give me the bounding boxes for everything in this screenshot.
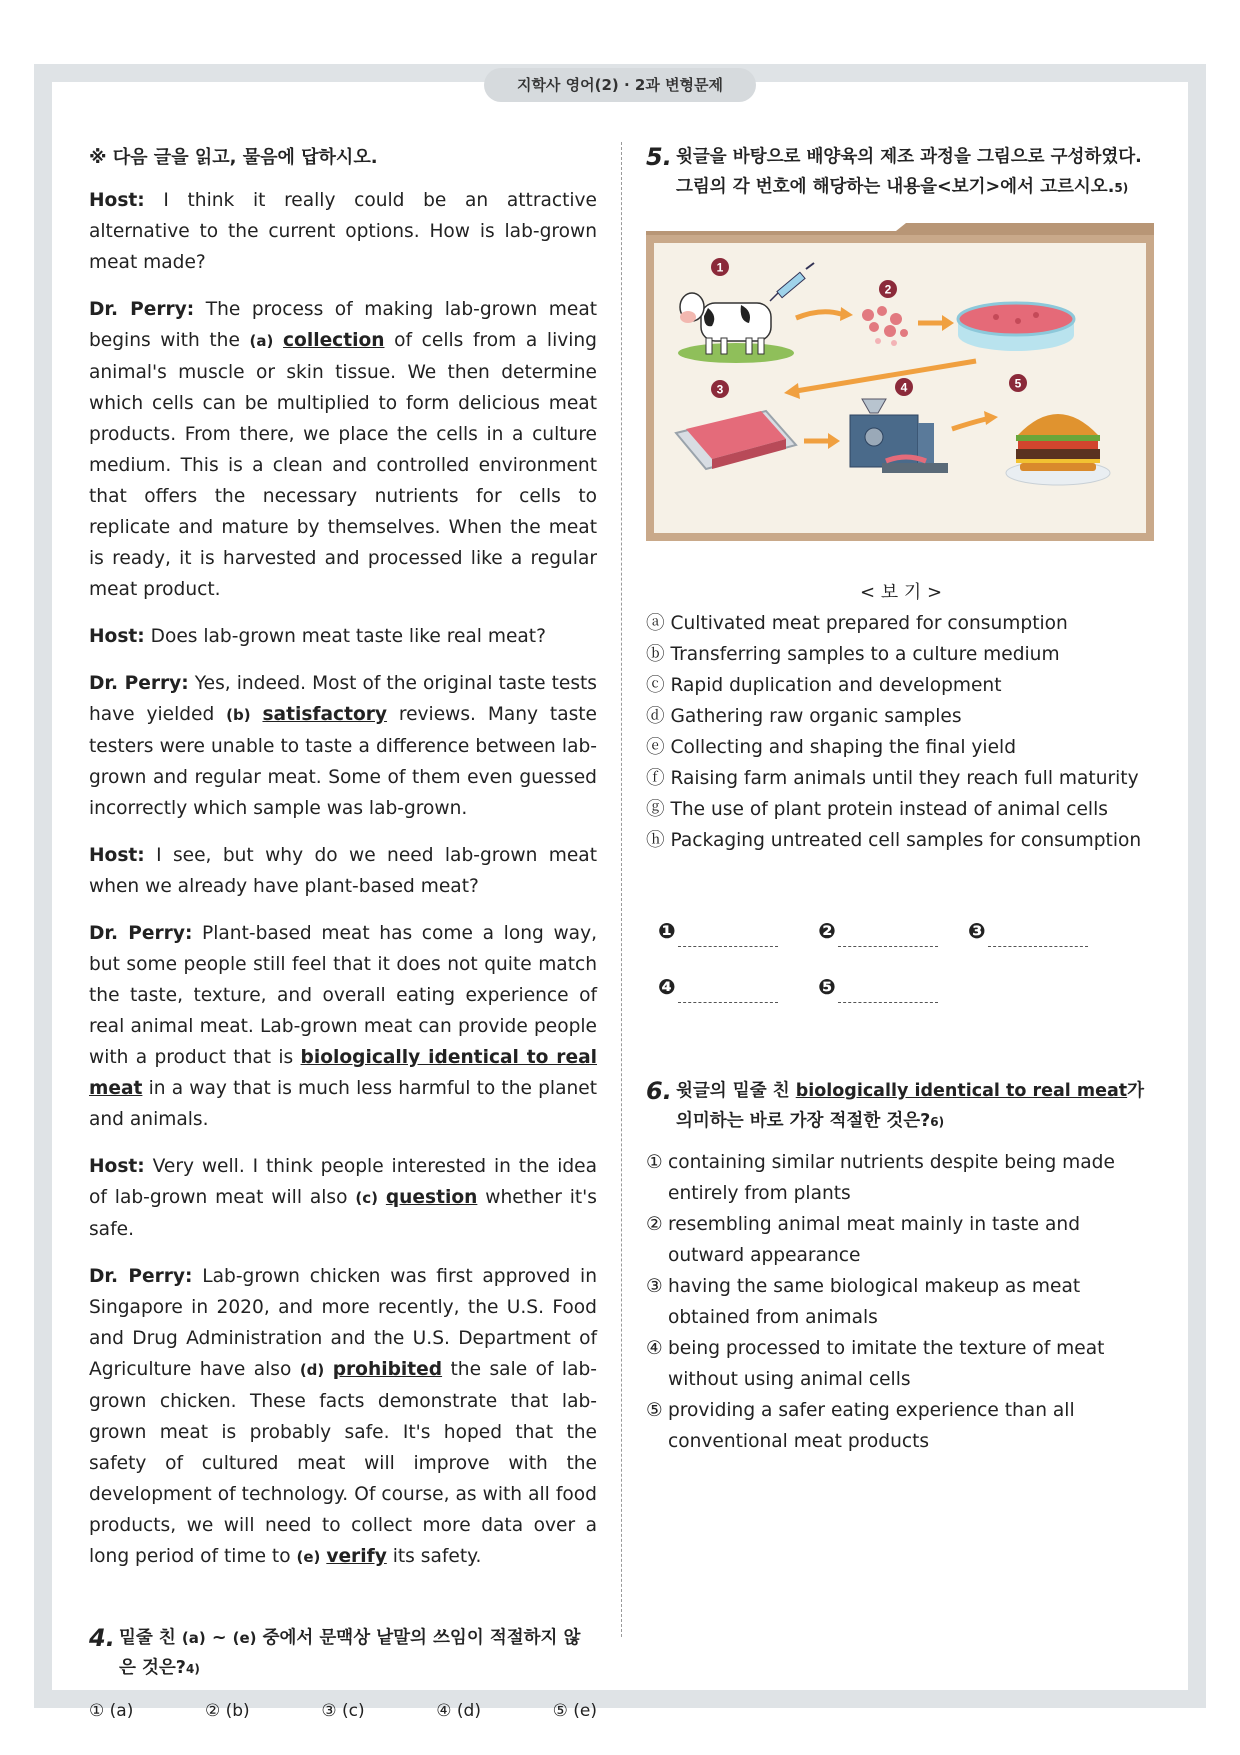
- answer-blank-1[interactable]: ❶: [658, 916, 778, 947]
- speaker-label: Host:: [89, 1156, 145, 1177]
- bogi-item: ⓒ Rapid duplication and development: [646, 675, 1002, 696]
- passage-instruction: ※ 다음 글을 읽고, 물음에 답하시오.: [89, 147, 378, 168]
- question-6-text: 윗글의 밑줄 친 biologically identical to real meat가 의미하는 바로 가장 적절한 것은?6): [676, 1081, 1145, 1131]
- paragraph-text: of cells from a living animal's muscle or skin tissue. We then determine which cells can be multiplied to form delicious meat products. From there, we place the cells in a culture medium. This is a clean and controlled environment that offers the necessary nutrients for cells to replicate and mature by themselves. When the meat is ready, it is harvested and processed like a regular meat product.: [89, 330, 597, 600]
- question-number: 5.: [646, 143, 672, 171]
- bogi-title: < 보 기 >: [859, 582, 943, 603]
- speaker-label: Dr. Perry:: [89, 673, 189, 694]
- paragraph-text: Does lab-grown meat taste like real meat?: [144, 626, 546, 647]
- answer-blank-3[interactable]: ❸: [968, 916, 1088, 947]
- bogi-item: ⓐ Cultivated meat prepared for consumption: [646, 613, 1068, 634]
- bogi-item: ⓗ Packaging untreated cell samples for consumption: [646, 830, 1142, 851]
- option-4[interactable]: ④ being processed to imitate the texture of meat without using animal cells: [646, 1338, 1105, 1390]
- answer-blank-5[interactable]: ❺: [818, 972, 938, 1003]
- step-label-4: 4: [900, 380, 908, 395]
- option-5[interactable]: ⑤ providing a safer eating experience than all conventional meat products: [646, 1400, 1075, 1452]
- passage-paragraph: [89, 668, 597, 824]
- step-label-2: 2: [884, 282, 892, 297]
- right-column: [646, 142, 1156, 1457]
- bogi-item: ⓑ Transferring samples to a culture medium: [646, 644, 1060, 665]
- passage-paragraph: [89, 294, 597, 605]
- underlined-word-c: question: [385, 1187, 478, 1208]
- paragraph-text: reviews. Many taste testers were unable to taste a difference between lab-grown and regular meat. Some of them even guessed incorrectly which sample was lab-grown.: [89, 704, 597, 819]
- column-divider: [621, 142, 622, 1637]
- question-number: 4.: [89, 1624, 115, 1652]
- blank-label-d: (d): [299, 1361, 325, 1379]
- passage-paragraph: [89, 1151, 597, 1245]
- answer-blank-4[interactable]: ❹: [658, 972, 778, 1003]
- option-3[interactable]: ③ having the same biological makeup as meat obtained from animals: [646, 1276, 1081, 1328]
- petri-dish-icon: [958, 303, 1074, 351]
- underlined-word-a: collection: [283, 330, 385, 351]
- reference-number: 5): [1114, 181, 1129, 195]
- speaker-label: Dr. Perry:: [89, 1266, 193, 1287]
- step-label-5: 5: [1014, 376, 1022, 391]
- paragraph-text: its safety.: [386, 1546, 482, 1567]
- choice-1[interactable]: ① (a): [89, 1701, 134, 1721]
- passage-paragraph: [89, 840, 597, 902]
- paragraph-text: I see, but why do we need lab-grown meat when we already have plant-based meat?: [89, 845, 597, 897]
- paragraph-text: the sale of lab-grown chicken. These facts demonstrate that lab-grown meat is probably safe. It's hoped that the safety of cultured meat will improve with the development of technology. Of course, as with all food products, we will need to collect more data over a long period of time to: [89, 1359, 597, 1567]
- paragraph-text: whether it's safe.: [89, 1187, 597, 1240]
- question-5-header: [646, 142, 1156, 203]
- question-5-text: 윗글을 바탕으로 배양육의 제조 과정을 그림으로 구성하였다. 그림의 각 번호에 해당하는 내용을<보기>에서 고르시오.5): [676, 147, 1142, 197]
- passage-paragraph: [89, 185, 597, 278]
- blank-label-c: (c): [355, 1189, 378, 1207]
- passage-paragraph: [89, 621, 597, 652]
- question-6-options: [646, 1147, 1156, 1457]
- step-label-1: 1: [716, 260, 724, 275]
- paragraph-text: Lab-grown chicken was first approved in Singapore in 2020, and more recently, the U.S. Food and Drug Administration and the U.S. Department of Agriculture have also: [89, 1266, 597, 1380]
- speaker-label: Host:: [89, 190, 145, 211]
- blank-label-e: (e): [296, 1548, 321, 1566]
- passage-paragraph: [89, 918, 597, 1135]
- bogi-item: ⓖ The use of plant protein instead of animal cells: [646, 799, 1108, 820]
- paragraph-text: I think it really could be an attractive alternative to the current options. How is lab-grown meat made?: [89, 190, 597, 273]
- bogi-item: ⓔ Collecting and shaping the final yield: [646, 737, 1017, 758]
- paragraph-text: Very well. I think people interested in the idea of lab-grown meat will also: [89, 1156, 597, 1208]
- speaker-label: Dr. Perry:: [89, 923, 193, 944]
- answer-blank-2[interactable]: ❷: [818, 916, 938, 947]
- bogi-item: ⓕ Raising farm animals until they reach full maturity: [646, 768, 1139, 789]
- passage-paragraph: [89, 1261, 597, 1573]
- option-2[interactable]: ② resembling animal meat mainly in taste and outward appearance: [646, 1214, 1081, 1266]
- paragraph-text: Yes, indeed. Most of the original taste tests have yielded: [89, 673, 597, 725]
- underlined-phrase: biologically identical to real meat: [795, 1081, 1128, 1101]
- speaker-label: Host:: [89, 626, 145, 647]
- choice-4[interactable]: ④ (d): [436, 1701, 481, 1721]
- speaker-label: Host:: [89, 845, 145, 866]
- answer-blanks: [646, 916, 1156, 1026]
- bogi-item: ⓓ Gathering raw organic samples: [646, 706, 962, 727]
- underlined-word-e: verify: [326, 1546, 387, 1567]
- step-label-3: 3: [716, 382, 724, 397]
- question-number: 6.: [646, 1077, 672, 1105]
- question-4-choices: [89, 1696, 597, 1727]
- underlined-word-d: prohibited: [332, 1359, 443, 1380]
- question-4-text: 밑줄 친 (a) ~ (e) 중에서 문맥상 낱말의 쓰임이 적절하지 않은 것은?4): [119, 1628, 581, 1678]
- blank-label-a: (a): [249, 332, 274, 350]
- speaker-label: Dr. Perry:: [89, 299, 195, 320]
- bogi-list: [646, 608, 1156, 856]
- header-title: 지학사 영어(2) · 2과 변형문제: [484, 68, 756, 102]
- underlined-phrase: biologically identical to real meat: [89, 1047, 597, 1099]
- lab-meat-process-illustration: [646, 223, 1154, 541]
- choice-3[interactable]: ③ (c): [321, 1701, 365, 1721]
- paragraph-text: Plant-based meat has come a long way, but some people still feel that it does not quite match the taste, texture, and overall eating experience of real animal meat. Lab-grown meat can provide people with a product that is: [89, 923, 597, 1068]
- choice-5[interactable]: ⑤ (e): [552, 1701, 597, 1721]
- reference-number: 4): [185, 1662, 200, 1676]
- question-6-header: [646, 1076, 1156, 1137]
- underlined-word-b: satisfactory: [262, 704, 388, 725]
- reference-number: 6): [930, 1115, 945, 1129]
- paragraph-text: in a way that is much less harmful to the planet and animals.: [89, 1078, 597, 1130]
- left-column: [89, 142, 597, 1727]
- paragraph-text: The process of making lab-grown meat begins with the: [89, 299, 597, 351]
- question-4-header: [89, 1623, 597, 1684]
- option-1[interactable]: ① containing similar nutrients despite being made entirely from plants: [646, 1152, 1115, 1204]
- blank-label-b: (b): [226, 706, 251, 724]
- choice-2[interactable]: ② (b): [204, 1701, 250, 1721]
